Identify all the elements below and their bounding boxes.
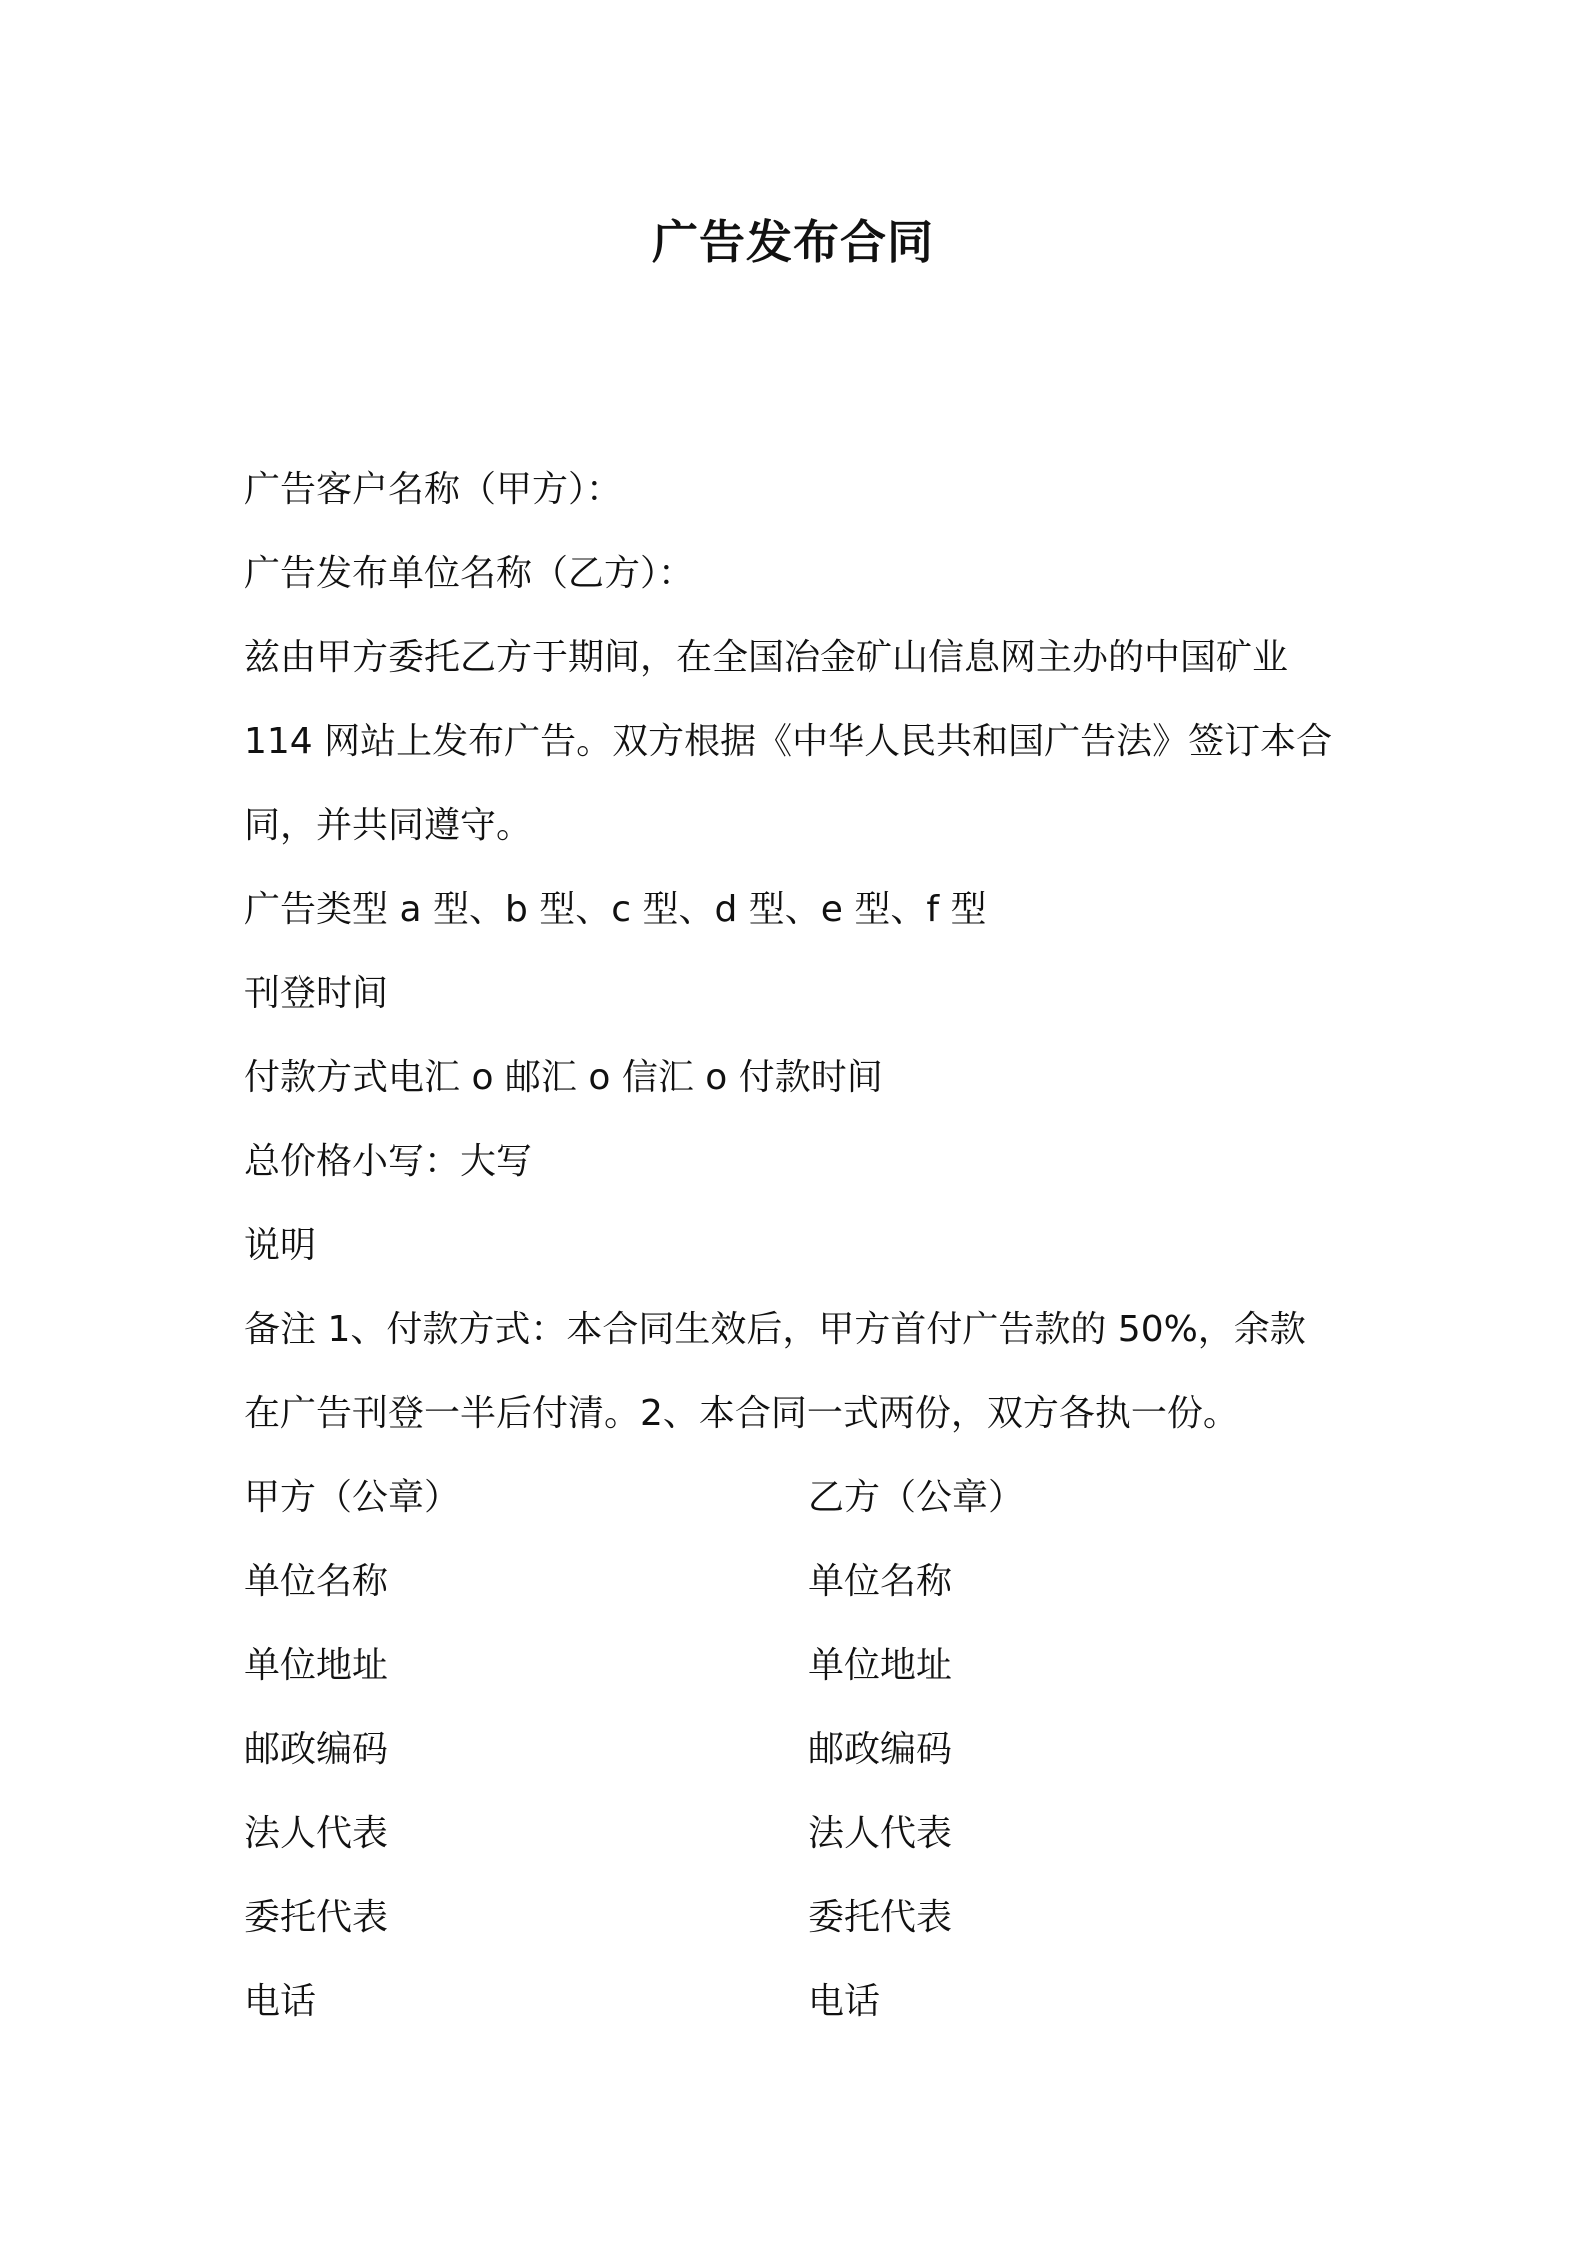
- description-line: 说明: [244, 1225, 317, 1266]
- party-a-phone: 电话: [244, 1981, 317, 2022]
- document-body: [244, 448, 1364, 2044]
- remarks-line-1: 备注 1、付款方式：本合同生效后，甲方首付广告款的 50%，余款: [244, 1309, 1306, 1350]
- postal-code-row: [244, 1708, 1364, 1792]
- party-b-seal: 乙方（公章）: [808, 1477, 1025, 1518]
- document-title: 广告发布合同: [652, 215, 934, 269]
- paragraph-line-2: 114 网站上发布广告。双方根据《中华人民共和国广告法》签订本合: [244, 721, 1333, 762]
- party-a-unit-name: 单位名称: [244, 1561, 389, 1602]
- publisher-name-line: 广告发布单位名称（乙方）：: [244, 553, 695, 594]
- party-a-unit-address: 单位地址: [244, 1645, 389, 1686]
- ad-type-line: 广告类型 a 型、b 型、c 型、d 型、e 型、f 型: [244, 889, 987, 930]
- unit-address-row: [244, 1624, 1364, 1708]
- party-b-unit-address: 单位地址: [808, 1645, 953, 1686]
- party-a-postal-code: 邮政编码: [244, 1729, 389, 1770]
- party-a-authorized-rep: 委托代表: [244, 1897, 389, 1938]
- party-b-unit-name: 单位名称: [808, 1561, 953, 1602]
- unit-name-row: [244, 1540, 1364, 1624]
- party-a-seal: 甲方（公章）: [244, 1477, 461, 1518]
- party-b-authorized-rep: 委托代表: [808, 1897, 953, 1938]
- paragraph-line-3: 同，并共同遵守。: [244, 805, 533, 846]
- client-name-line: 广告客户名称（甲方）：: [244, 469, 623, 510]
- total-price-line: 总价格小写：大写: [244, 1141, 533, 1182]
- phone-row: [244, 1960, 1364, 2044]
- legal-rep-row: [244, 1792, 1364, 1876]
- party-b-phone: 电话: [808, 1981, 881, 2022]
- remarks-line-2: 在广告刊登一半后付清。2、本合同一式两份，双方各执一份。: [244, 1393, 1239, 1434]
- publish-time-line: 刊登时间: [244, 973, 389, 1014]
- party-b-postal-code: 邮政编码: [808, 1729, 953, 1770]
- party-b-legal-rep: 法人代表: [808, 1813, 953, 1854]
- authorized-rep-row: [244, 1876, 1364, 1960]
- payment-method-line: 付款方式电汇 o 邮汇 o 信汇 o 付款时间: [244, 1057, 883, 1098]
- paragraph-line-1: 兹由甲方委托乙方于期间，在全国冶金矿山信息网主办的中国矿业: [244, 637, 1289, 678]
- seal-row: [244, 1456, 1364, 1540]
- party-a-legal-rep: 法人代表: [244, 1813, 389, 1854]
